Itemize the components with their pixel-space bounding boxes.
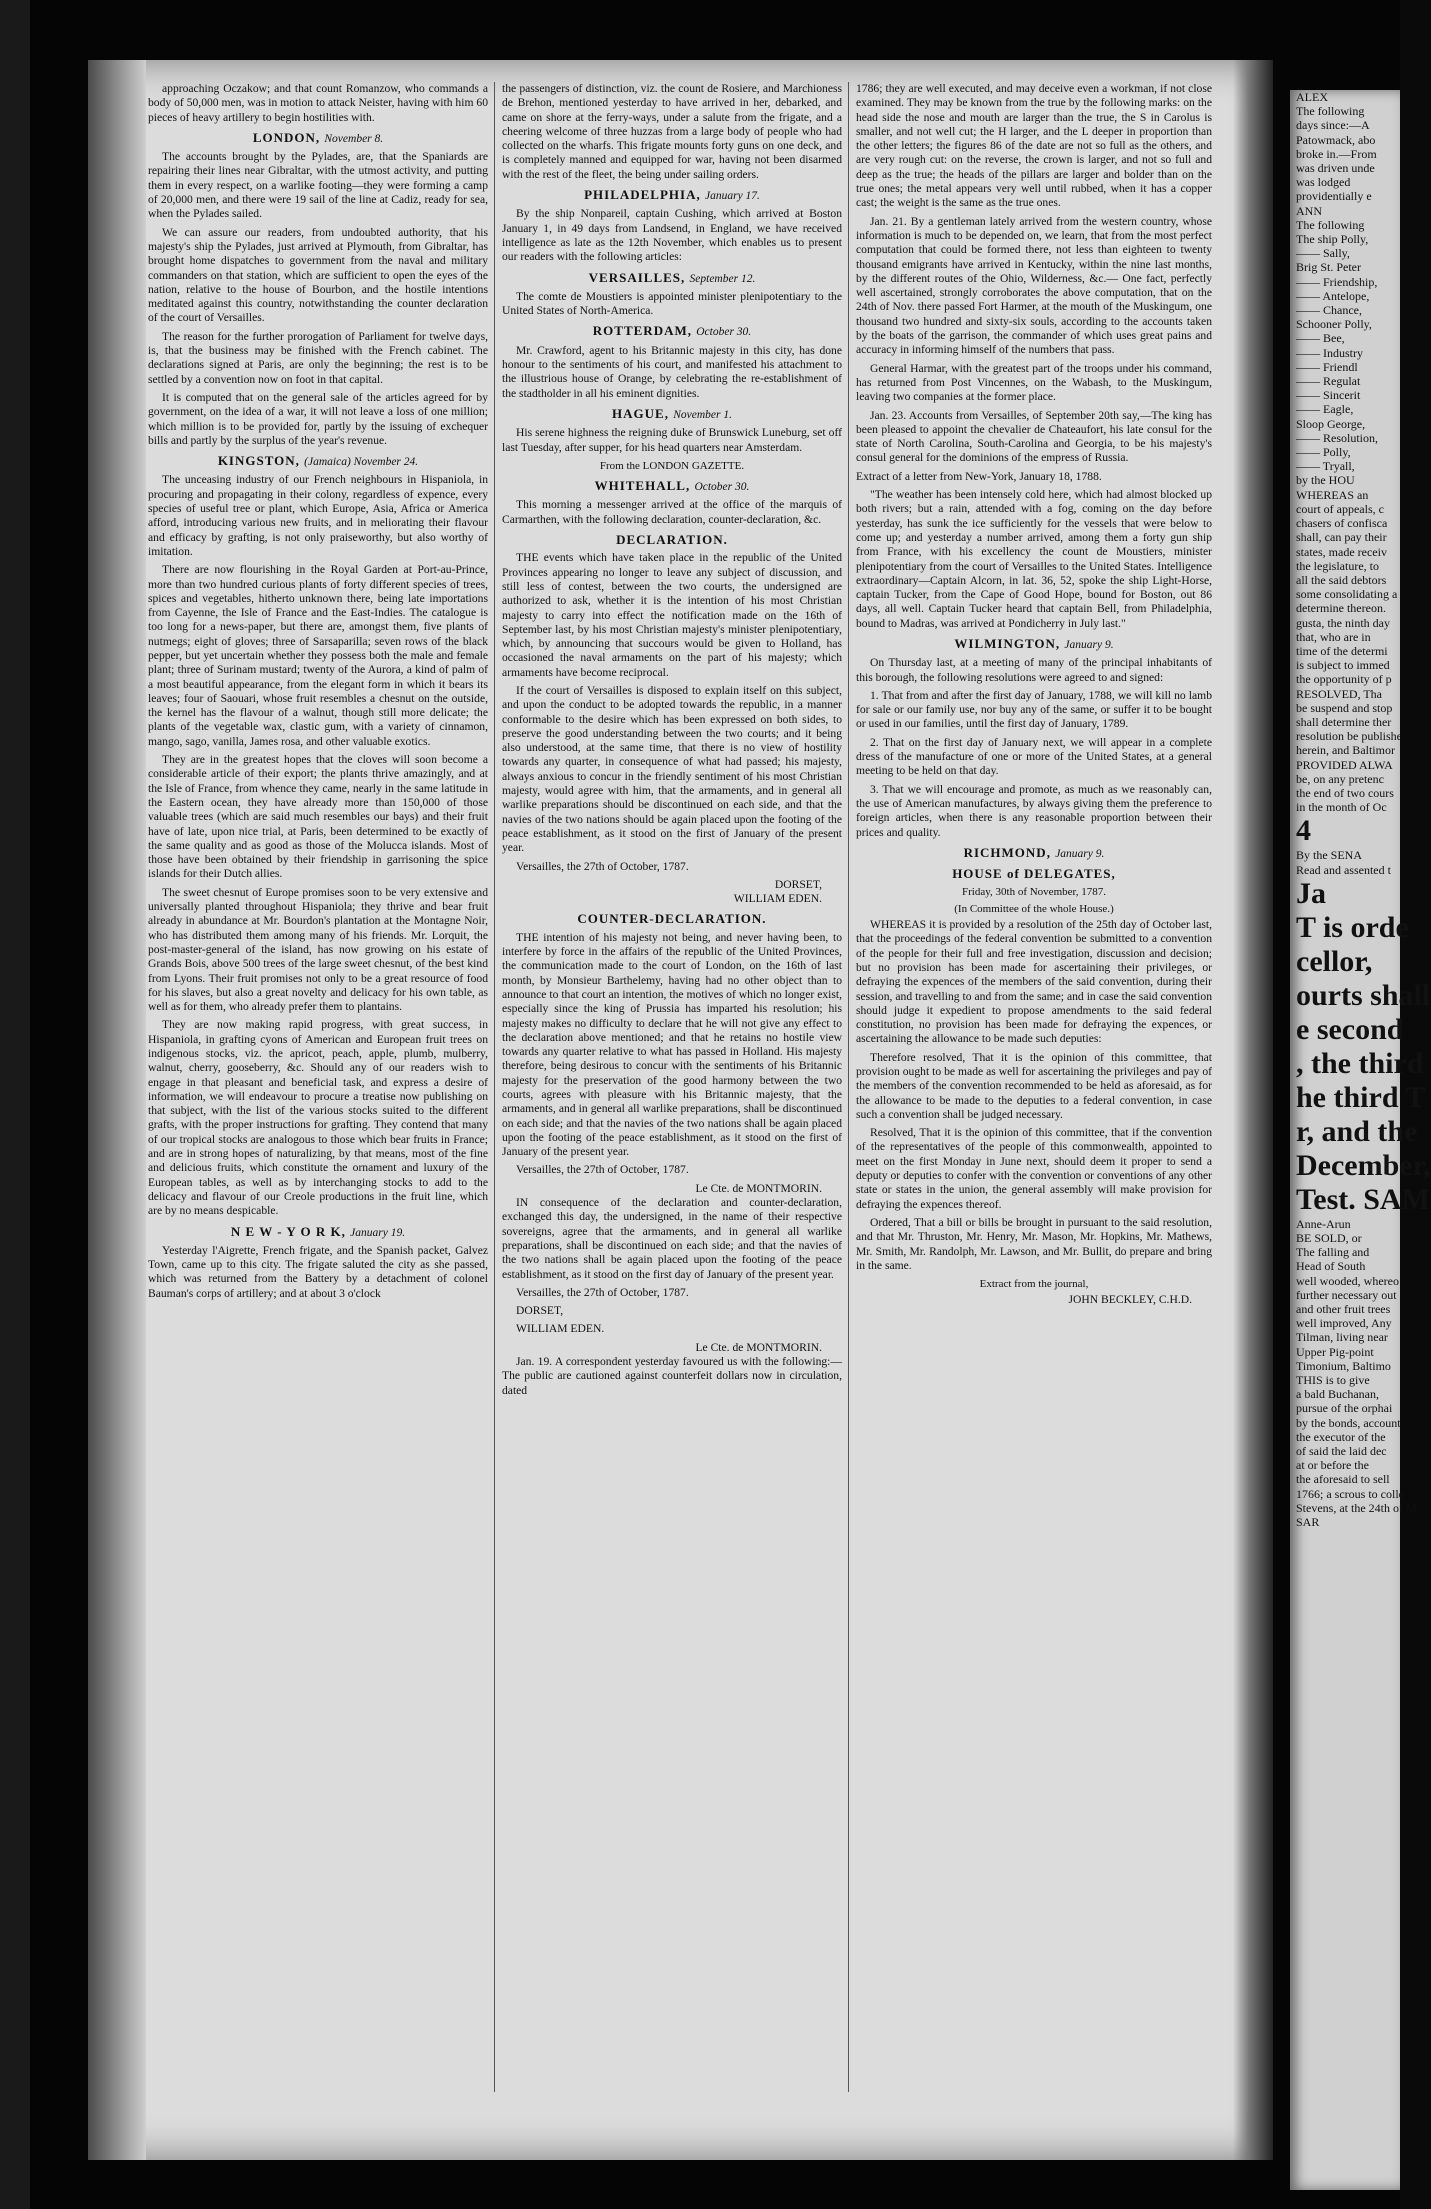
adjacent-page-line: pursue of the orphai (1296, 1401, 1393, 1416)
dateline-date: January 9. (1064, 638, 1114, 651)
article-paragraph: The reason for the further prorogation of Parliament for twelve days, is, that the business may be finished with the French cabinet. The declarations signed at Paris, are only the beginning; the rest is to be settled by a convention now on foot in that capital. (148, 329, 488, 386)
adjacent-page-line: at or before the (1296, 1458, 1369, 1473)
adjacent-page-line: the opportunity of p (1296, 672, 1392, 687)
signature-line: JOHN BECKLEY, C.H.D. (1068, 1293, 1192, 1307)
dateline-place: N E W - Y O R K, (230, 1223, 346, 1239)
adjacent-page-line: herein, and Baltimor (1296, 743, 1395, 758)
adjacent-page-line: a bald Buchanan, (1296, 1387, 1379, 1402)
signature-line: DORSET, (774, 877, 822, 891)
adjacent-page-line: the executor of the (1296, 1429, 1386, 1444)
dateline-date: January 19. (350, 1226, 406, 1239)
adjacent-page-line: The following (1296, 217, 1365, 232)
adjacent-page-line: days since:—A (1296, 118, 1370, 133)
adjacent-page-line: all the said debtors (1296, 572, 1387, 587)
dateline-date: January 9. (1055, 847, 1105, 860)
adjacent-page-line: ANN (1296, 203, 1322, 218)
adjacent-page-line: by the bonds, account (1296, 1415, 1401, 1430)
article-paragraph: We can assure our readers, from undoubted authority, that his majesty's ship the Pylades, just arrived at Plymouth, from Gibraltar, has brought home dispatches to government from the naval and military commanders on that station, which are sufficient to open the eyes of the nation, relative to the house of Bourbon, and the hostile intentions meditated against this country, notwithstanding the counter declaration of the court of Versailles. (148, 225, 488, 325)
article-paragraph: "The weather has been intensely cold here, which had almost blocked up both rivers; but a rain, attended with a fog, coming on the day before yesterday, has sunk the ice sufficiently for the vessels that were below to come up; and yesterday a number arrived, among them a forty gun ship from France, with his excellency the count de Moustiers, minister plenipotentiary from the court of Versailles to the United States. Intelligence extraordinary—Captain Alcorn, in lat. 36, 52, spoke the ship Light-Horse, captain Tucker, from the Cape of Good Hope, bound for Boston, out 86 days, all well. Captain Tucker heard that captain Bell, from Philadelphia, bound to Madras, was arrived at Pondicherry in July last." (856, 488, 1212, 630)
adjacent-page-line: 4 (1296, 814, 1311, 848)
page-gutter-shadow (1233, 60, 1273, 2160)
dateline-heading (148, 1225, 488, 1240)
adjacent-page-line: WHEREAS an (1296, 487, 1369, 502)
adjacent-page-line: and other fruit trees (1296, 1301, 1391, 1316)
dateline-date: September 12. (689, 272, 756, 285)
dateline-date: November 1. (673, 408, 732, 421)
adjacent-page-line: —— Bee, (1296, 331, 1345, 346)
adjacent-page-line: the aforesaid to sell (1296, 1472, 1390, 1487)
article-paragraph: Jan. 19. A correspondent yesterday favoured us with the following:—The public are cautioned against counterfeit dollars now in circulation, dated (502, 1355, 842, 1397)
article-paragraph: the passengers of distinction, viz. the count de Rosiere, and Marchioness de Brehon, mentioned yesterday to have arrived in her, debarked, and came on shore at the ferry-ways, under a salute from the frigate, and a cheering welcome of three huzzas from a large body of people who had collected on the wharfs. This frigate mounts forty guns on one deck, and is completely manned and equipped for war, having not been disarmed with the rest of the fleet, the being under sailing orders. (502, 82, 842, 181)
dateline-heading (502, 479, 842, 494)
article-paragraph: By the ship Nonpareil, captain Cushing, which arrived at Boston January 1, in 49 days from Landsend, in England, we have received intelligence as late as the 12th November, which enables us to present our readers with the following articles: (502, 207, 842, 264)
adjacent-page-line: ALEX (1296, 90, 1328, 104)
dateline-place: PHILADELPHIA, (584, 187, 701, 203)
adjacent-page-line: time of the determi (1296, 643, 1388, 658)
dateline-date: October 30. (694, 481, 750, 494)
adjacent-page-line: chasers of confisca (1296, 516, 1388, 531)
article-paragraph: The accounts brought by the Pylades, are, that the Spaniards are repairing their lines near Gibraltar, with the utmost activity, and putting them in every respect, on a warlike footing—they were forming a camp of 20,000 men, and there were 19 sail of the line at Cadiz, ready for sea, when the Pylades sailed. (148, 150, 488, 221)
article-paragraph: Jan. 23. Accounts from Versailles, of September 20th say,—The king has been pleased to appoint the chevalier de Chateaufort, his late consul for the state of North Carolina, South-Carolina and Georgia, to be his majesty's consul general for the dominions of the empress of Russia. (856, 408, 1212, 465)
article-paragraph: THE events which have taken place in the republic of the United Provinces appearing no longer to leave any subject of discussion, and still less of contest, between the two courts, the undersigned are authorized to ask, whether it is the intention of his most Christian majesty to carry into effect the notification made on the 16th of September last, by his most Christian majesty's minister plenipotentiary, which, by announcing that succours would be given to Holland, has occasioned the naval armaments on the part of his majesty; which armaments have become reciprocal. (502, 551, 842, 679)
article-paragraph: Extract of a letter from New-York, January 18, 1788. (856, 469, 1102, 483)
subheading: From the LONDON GAZETTE. (599, 459, 745, 472)
adjacent-page-line: The following (1296, 104, 1365, 119)
article-paragraph: DORSET, (516, 1304, 564, 1318)
dateline-heading (856, 846, 1212, 861)
adjacent-page-line: was driven unde (1296, 161, 1375, 176)
article-paragraph: This morning a messenger arrived at the office of the marquis of Carmarthen, with the following declaration, counter-declaration, &c. (502, 498, 842, 526)
adjacent-page-line: was lodged (1296, 175, 1351, 190)
adjacent-page-line: Test. SAM (1296, 1182, 1430, 1216)
adjacent-page-line: court of appeals, c (1296, 501, 1384, 516)
article-paragraph: THE intention of his majesty not being, and never having been, to interfere by force in the affairs of the republic of the United Provinces, the communication made to the court of London, on the 16th of last month, by Monsieur Barthelemy, having had no other object than to announce to that court an intention, the motives of which no longer exist, especially since the king of Prussia has imparted his resolution; his majesty makes no difficulty to declare that he will not give any effect to the declaration above mentioned; and that he retains no hostile view towards any quarter relative to what has passed in Holland. His majesty therefore, being desirous to concur with the sentiments of his Britannic majesty for the preservation of the good harmony between the two courts, agrees with pleasure with his Britannic majesty, that the armaments, and in general all warlike preparations, shall be discontinued on each side; and that the navies of the two nations shall be again placed upon the footing of the peace establishment, as it stood on the first of January of the present year. (502, 930, 842, 1159)
article-paragraph: Versailles, the 27th of October, 1787. (516, 859, 689, 873)
adjacent-page-line: further necessary out (1296, 1287, 1397, 1302)
adjacent-page-line: shall determine ther (1296, 714, 1392, 729)
article-paragraph: Yesterday l'Aigrette, French frigate, and the Spanish packet, Galvez Town, came up to this city. The frigate saluted the city as she passed, which was returned from the Battery by a detachment of colonel Bauman's corps of artillery; and at about 3 o'clock (148, 1243, 488, 1300)
signature-line: WILLIAM EDEN. (733, 892, 822, 906)
adjacent-page-line: —— Polly, (1296, 445, 1351, 460)
adjacent-page-line: ourts shall (1296, 978, 1431, 1012)
adjacent-page-line: r, and the (1296, 1114, 1418, 1148)
adjacent-page-line: cellor, (1296, 944, 1373, 978)
adjacent-page-line: Upper Pig-point (1296, 1344, 1374, 1359)
adjacent-page-line: BE SOLD, or (1296, 1230, 1362, 1245)
adjacent-page-line: —— Regulat (1296, 374, 1361, 389)
adjacent-page-line: —— Sally, (1296, 246, 1350, 261)
dateline-place: HAGUE, (612, 405, 669, 421)
adjacent-page-line: By the SENA (1296, 848, 1362, 863)
article-paragraph: The unceasing industry of our French neighbours in Hispaniola, in procuring and propagating in their colony, regardless of expence, every species of useful tree or plant, which Europe, Asia, Africa or America afford, introducing various new fruits, and in meliorating their flavour and efficacy by grafting, is not only praiseworthy, but also worthy of imitation. (148, 473, 488, 558)
article-paragraph: They are in the greatest hopes that the cloves will soon become a considerable article of their export; the plants thrive amazingly, and at the Isle of France, from whence they came, nearly in the same latitude in the Eastern ocean, they have already more than 150,000 of those valuable trees (which are said much resembles our bays) and their fruit have of late, upon nice trial, at Paris, been determined to be exactly of the same quality and as good as those of the Molucca islands. Most of those have been obtained by their friendship in garrisoning the spice islands for their Dutch allies. (148, 753, 488, 881)
article-paragraph: Therefore resolved, That it is the opinion of this committee, that provision ought to be made as well for ascertaining the privileges and pay of the members of the convention recommended to be held as aforesaid, as for the allowance to be made to the deputies to a federal convention, in case such a convention shall be judged necessary. (856, 1050, 1212, 1121)
adjacent-page-line: RESOLVED, Tha (1296, 686, 1383, 701)
adjacent-page-fragment (1290, 90, 1431, 2190)
dateline-place: DECLARATION. (616, 532, 728, 548)
article-paragraph: WILLIAM EDEN. (516, 1322, 605, 1336)
adjacent-page-line: Stevens, at the 24th of M (1296, 1500, 1417, 1515)
adjacent-page-line: —— Friendl (1296, 359, 1358, 374)
adjacent-page-line: Tilman, living near (1296, 1330, 1388, 1345)
adjacent-page-line: —— Industry (1296, 345, 1363, 360)
dateline-heading (502, 407, 842, 422)
dateline-heading (502, 324, 842, 339)
article-paragraph: His serene highness the reigning duke of Brunswick Luneburg, set off last Tuesday, after supper, for his head quarters near Amsterdam. (502, 426, 842, 454)
adjacent-page-line: be, on any pretenc (1296, 771, 1384, 786)
page-binding-shadow (88, 60, 146, 2160)
adjacent-page-line: gusta, the ninth day (1296, 615, 1390, 630)
adjacent-page-line: Patowmack, abo (1296, 132, 1376, 147)
dateline-heading (856, 867, 1212, 881)
adjacent-page-line: Read and assented t (1296, 862, 1391, 877)
adjacent-page-line: Head of South (1296, 1259, 1366, 1274)
article-paragraph: Mr. Crawford, agent to his Britannic majesty in this city, has done honour to the sentiments of his court, and manifested his attachment to the illustrious house of Orange, by celebrating the re-establishment of the stadtholder in all his eminent dignities. (502, 343, 842, 400)
subheading: Friday, 30th of November, 1787. (962, 886, 1106, 899)
dateline-place: WILMINGTON, (954, 635, 1061, 651)
dateline-place: VERSAILLES, (588, 269, 686, 285)
adjacent-page-line: Brig St. Peter (1296, 260, 1361, 275)
adjacent-page-line: PROVIDED ALWA (1296, 757, 1393, 772)
dateline-heading (148, 454, 488, 469)
adjacent-page-line: Anne-Arun (1296, 1216, 1351, 1231)
adjacent-page-line: —— Chance, (1296, 303, 1362, 318)
adjacent-page-line: —— Tryall, (1296, 459, 1355, 474)
adjacent-page-line: well wooded, whereo (1296, 1273, 1399, 1288)
adjacent-page-line: the end of two cours (1296, 785, 1394, 800)
dateline-place: WHITEHALL, (594, 478, 691, 494)
column-rule-1 (494, 82, 495, 2092)
article-paragraph: 2. That on the first day of January next, we will appear in a complete dress of the manufacture of one or more of the United States, at a general meeting to be held on that day. (856, 735, 1212, 778)
dateline-heading (502, 533, 842, 547)
adjacent-page-line: is subject to immed (1296, 658, 1390, 673)
adjacent-page-line: shall, can pay their (1296, 530, 1387, 545)
article-paragraph: Resolved, That it is the opinion of this committee, that if the convention of the representatives of the people of this commonwealth, appointed to meet on the first Monday in June next, should deem it proper to send a deputy or deputies to confer with the convention or conventions of any other state or states in the union, the general assembly will make provision for defraying the expences thereof. (856, 1126, 1212, 1211)
article-paragraph: 3. That we will encourage and promote, as much as we reasonably can, the use of American manufactures, by always giving them the preference to foreign articles, when there is any reasonable proportion between their prices and quality. (856, 782, 1212, 839)
article-paragraph: Versailles, the 27th of October, 1787. (516, 1285, 689, 1299)
adjacent-page-line: The ship Polly, (1296, 232, 1369, 247)
adjacent-page-line: —— Friendship, (1296, 274, 1378, 289)
adjacent-page-line: December, (1296, 1148, 1431, 1182)
article-paragraph: There are now flourishing in the Royal Garden at Port-au-Prince, more than two hundred curious plants of forty different species of trees, spices and vegetables, hitherto unknown there, being late importations from Cayenne, the Isle of France and the East-Indies. The catalogue is too long for a news-paper, but there are, amongst them, five plants of nutmegs; eight of gloves; three of Sarsaparilla; seven rows of the black pepper, but yet uncertain whether they possess both the male and female plant; three of Surinam mustard; twenty of the Aurora, a kind of palm of a most beautiful appearance, from the elegant form in which it bears its leaves; four of Saouari, whose fruit resembles a chesnut on the outside, the kernel has the flavour of a walnut, though still more delicate; the plants of the vegetable wax, clastic gum, with a variety of cinnamon, mango, sago, vanilla, James rosa, and other valuable exotics. (148, 563, 488, 748)
adjacent-page-line: e second (1296, 1012, 1404, 1046)
article-paragraph: WHEREAS it is provided by a resolution of the 25th day of October last, that the proceedings of the federal convention be submitted to a convention of the people for their full and free investigation, discussion and decision; but no provision has been made for ascertaining their privileges, or defraying the expences of the members of the said convention, during their session, and travelling to and from the same; and in case the said convention should judge it expedient to propose amendments to the said federal constitution, no provision has been made for defraying the expences, or ascertaining the allowance to be made such deputies: (856, 918, 1212, 1046)
article-paragraph: The sweet chesnut of Europe promises soon to be very extensive and universally planted throughout Hispaniola; they thrive and bear fruit already in abundance at Mr. Bourdon's plantation at the Montagne Noir, who has distributed them among many of his friends. Mr. Lorquit, the post-master-general of the island, has now growing on his estate of Grands Bois, above 500 trees of the large sweet chesnut, of the best kind from Lyons. Their fruit promises not only to be a great resource of food for his slaves, but also a great novelty and delicacy for his own table, as well as for them, who already prefer them to plantains. (148, 885, 488, 1014)
dateline-heading (502, 912, 842, 926)
subheading: (In Committee of the whole House.) (954, 902, 1114, 915)
adjacent-page-line: broke in.—From (1296, 146, 1377, 161)
adjacent-page-line: of said the laid dec (1296, 1444, 1387, 1459)
article-paragraph: IN consequence of the declaration and counter-declaration, exchanged this day, the undersigned, in the name of their respective sovereigns, agree that the armaments, and in general all warlike preparations, shall be discontinued on each side; and that the navies of the two nations shall be again placed upon the footing of the peace establishment, as it stood on the first day of January of the present year. (502, 1196, 842, 1281)
article-paragraph: Jan. 21. By a gentleman lately arrived from the western country, whose information is much to be depended on, we learn, that from the most perfect computation that could be formed there, not less than eighteen to twenty thousand emigrants have arrived in Kentucky, within the nine last months, by the different routes of the Ohio, Wilderness, &c.— One fact, perfectly well ascertained, strongly corroborates the above computation, that on the 24th of Nov. there passed Fort Harmer, at the mouth of the Muskingum, one thousand two hundred and sixty-six souls, according to the accounts taken by the boats of the garrison, the commander of which uses great pains and accuracy in informing himself of the numbers that pass. (856, 214, 1212, 357)
dateline-place: RICHMOND, (963, 844, 1051, 860)
adjacent-page-line: the legislature, to (1296, 558, 1379, 573)
article-paragraph: approaching Oczakow; and that count Romanzow, who commands a body of 50,000 men, was in motion to attack Neister, having with him 60 pieces of heavy artillery to begin hostilities with. (148, 82, 488, 124)
article-paragraph: The comte de Moustiers is appointed minister plenipotentiary to the United States of North-America. (502, 289, 842, 318)
adjacent-page-line: —— Resolution, (1296, 430, 1379, 445)
article-paragraph: Ordered, That a bill or bills be brought in pursuant to the said resolution, and that Mr. Thruston, Mr. Henry, Mr. Mason, Mr. Hopkins, Mr. Mathews, Mr. Smith, Mr. Randolph, Mr. Lawson, and Mr. Bullit, do prepare and bring in the same. (856, 1215, 1212, 1272)
subheading: Extract from the journal, (979, 1278, 1089, 1291)
adjacent-page-line: providentially e (1296, 189, 1372, 204)
dateline-place: HOUSE of DELEGATES, (952, 866, 1116, 882)
dateline-place: ROTTERDAM, (592, 323, 692, 339)
adjacent-page-line: determine thereon. (1296, 601, 1386, 616)
adjacent-page-line: some consolidating a (1296, 587, 1398, 602)
signature-line: Le Cte. de MONTMORIN. (695, 1340, 822, 1354)
adjacent-page-line: by the HOU (1296, 473, 1355, 488)
adjacent-page-line: Schooner Polly, (1296, 317, 1372, 332)
adjacent-page-line: in the month of Oc (1296, 800, 1387, 815)
article-paragraph: General Harmar, with the greatest part of the troops under his command, has returned from Post Vincennes, on the Wabash, to the Muskingum, leaving two companies at the former place. (856, 361, 1212, 404)
dateline-date: (Jamaica) November 24. (304, 456, 419, 469)
adjacent-page-line: , the third (1296, 1046, 1424, 1080)
article-paragraph: They are now making rapid progress, with great success, in Hispaniola, in grafting cyons of American and European fruit trees on indigenous stocks, viz. the apricot, peach, apple, plumb, mulberry, walnut, cherry, gooseberry, &c. Should any of our readers wish to engage in that pleasant and beneficial task, and express a desire of information, we will endeavour to procure a treatise now publishing on that subject, with the list of the various stocks suited to the different grafts, with the proper instructions for grafting. They contend that many of our tropical stocks are analogous to those which bear fruits in France; and are in strong hopes of naturalizing, by that means, most of the fine and delicious fruits, which constitute the ornament and luxury of the European tables, as well as by interchanging stocks to add to the delicacy and flavour of our Creole productions in the fruit line, which are by no means despicable. (148, 1018, 488, 1218)
signature-line: Le Cte. de MONTMORIN. (695, 1181, 822, 1195)
article-paragraph: On Thursday last, at a meeting of many of the principal inhabitants of this borough, the following resolutions were agreed to and signed: (856, 656, 1212, 684)
adjacent-page-line: well improved, Any (1296, 1316, 1392, 1331)
adjacent-page-line: THIS is to give (1296, 1373, 1370, 1387)
adjacent-page-line: Ja (1296, 876, 1326, 910)
adjacent-page-line: Sloop George, (1296, 416, 1366, 431)
dateline-place: KINGSTON, (217, 453, 300, 469)
adjacent-page-line: —— Antelope, (1296, 288, 1370, 303)
adjacent-page-line: Timonium, Baltimo (1296, 1358, 1391, 1373)
adjacent-page-line: resolution be publishe (1296, 729, 1402, 744)
dateline-heading (856, 637, 1212, 652)
dateline-place: LONDON, (252, 129, 321, 145)
column-3 (856, 82, 1212, 2102)
column-2 (502, 82, 842, 2102)
scan-left-edge (0, 0, 30, 2209)
adjacent-page-line: be suspend and stop (1296, 700, 1393, 715)
dateline-date: January 17. (704, 190, 760, 203)
adjacent-page-line: that, who are in (1296, 629, 1371, 644)
dateline-heading (502, 271, 842, 286)
adjacent-page-line: states, made receiv (1296, 544, 1387, 559)
dateline-heading (502, 188, 842, 203)
article-paragraph: Versailles, the 27th of October, 1787. (516, 1163, 689, 1177)
dateline-date: November 8. (324, 132, 384, 145)
dateline-heading (148, 131, 488, 146)
adjacent-page-line: T is orde (1296, 910, 1409, 944)
adjacent-page-line: —— Sincerit (1296, 388, 1361, 403)
column-1 (148, 82, 488, 2102)
dateline-place: COUNTER-DECLARATION. (577, 911, 767, 927)
dateline-date: October 30. (696, 326, 752, 339)
adjacent-page-line: SAR (1296, 1515, 1320, 1530)
adjacent-page-line: The falling and (1296, 1245, 1370, 1260)
article-paragraph: It is computed that on the general sale of the articles agreed for by government, on the idea of a war, it will not leave a loss of one million; which million is to be provided for, partly by the issuing of exchequer bills and partly by the surplus of the year's revenue. (148, 390, 488, 447)
article-paragraph: If the court of Versailles is disposed to explain itself on this subject, and upon the conduct to be adopted towards the republic, in a manner conformable to the desire which has been expressed on both sides, to preserve the good understanding between the two courts; and it being also understood, at the same time, that there is no view of hostility towards any quarter, in consequence of what had passed; his majesty, always anxious to concur in the friendly sentiment of his most Christian majesty, would agree with him, that the armaments, and in general all warlike preparations should be discontinued on each side, and that the navies of the two nations should be again placed upon the footing of the peace establishment, as it stood on the first of January of the present year. (502, 683, 842, 855)
adjacent-page-line: —— Eagle, (1296, 402, 1354, 417)
adjacent-page-line: 1766; a scrous to colle (1296, 1486, 1404, 1501)
column-rule-2 (848, 82, 849, 2092)
article-paragraph: 1. That from and after the first day of January, 1788, we will kill no lamb for sale or our family use, nor buy any of the same, or suffer it to be bought or used in our families, until the first day of January, 1789. (856, 688, 1212, 731)
adjacent-page-line: he third T (1296, 1080, 1426, 1114)
article-paragraph: 1786; they are well executed, and may deceive even a workman, if not close examined. They may be known from the true by the following marks: on the head side the nose and mouth are larger than the true, the S in Carolus is smaller, and not well cut; the H larger, and the L deeper in proportion than the other letters; the figures 86 of the date are not so full as the others, and are very rough cut: on the reverse, the crown is larger, and not so full and deep as the true; the heads of the pillars are larger and bolder than on the true ones; the metal appears very well until rubbed, when it has a copper cast; the weight is the same as the true ones. (856, 82, 1212, 210)
